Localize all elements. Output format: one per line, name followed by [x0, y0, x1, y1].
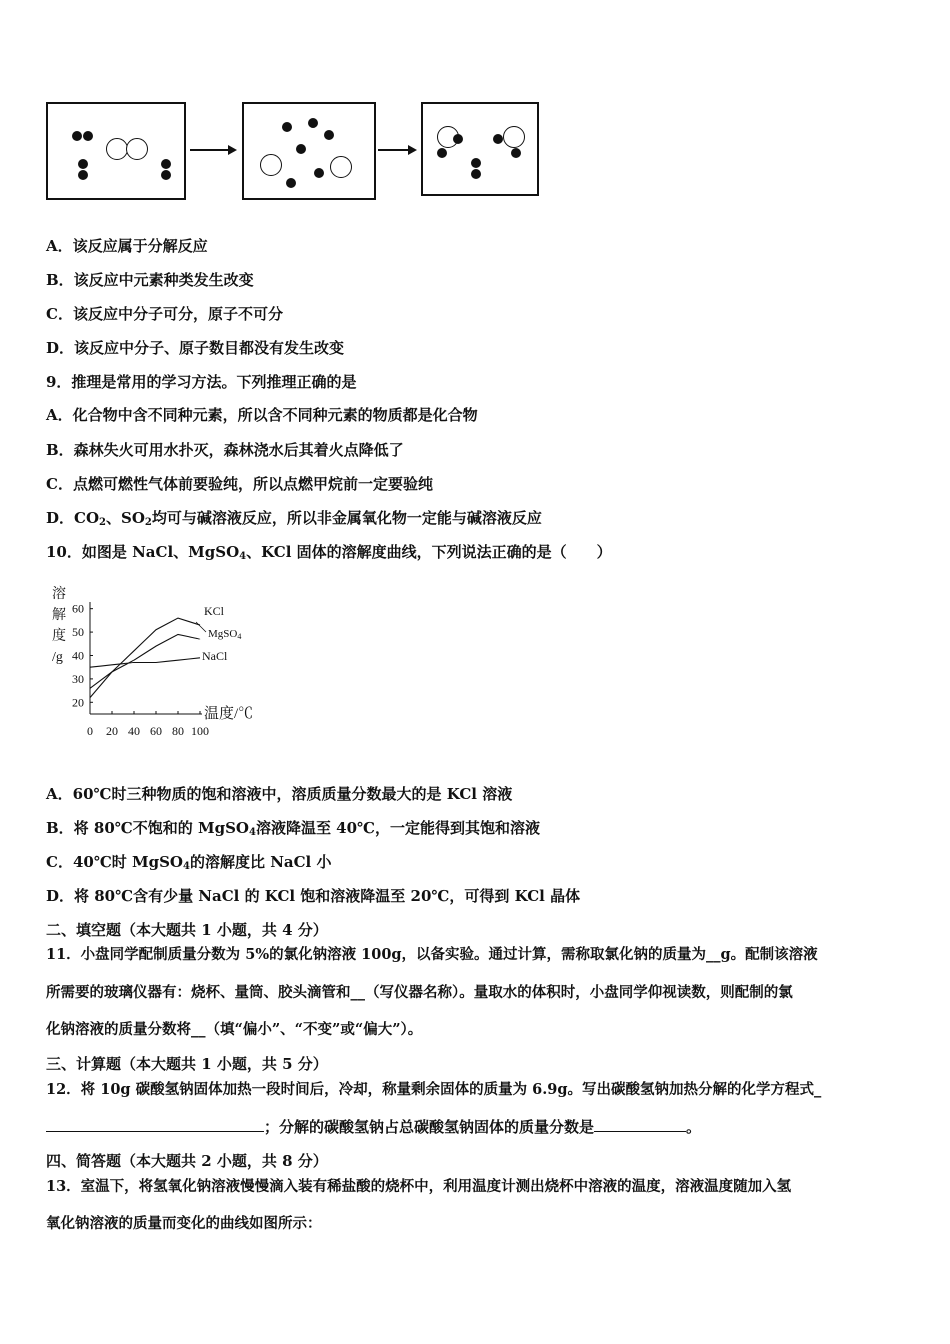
q8-option-d: D．该反应中分子、原子数目都没有发生改变 [46, 339, 345, 357]
section-4-title: 四、简答题（本大题共 2 小题，共 8 分） [46, 1152, 328, 1170]
y-tick-label: 60 [72, 601, 84, 616]
reactants-box [46, 102, 186, 200]
q13-line-1: 13．室温下，将氢氧化钠溶液慢慢滴入装有稀盐酸的烧杯中，利用温度计测出烧杯中溶液的温度，溶液温度随加入氢 [46, 1178, 792, 1195]
y-label-char: 度 [52, 629, 66, 644]
black-atom [296, 144, 306, 154]
q10-option-a: A．60℃时三种物质的饱和溶液中，溶质质量分数最大的是 KCl 溶液 [46, 785, 513, 803]
series-line-kcl [90, 618, 200, 698]
series-lines [90, 618, 200, 698]
arrow-head-icon [408, 145, 417, 155]
intermediate-box [242, 102, 376, 200]
q13-line-2: 氧化钠溶液的质量而变化的曲线如图所示： [46, 1215, 322, 1232]
white-atom [106, 138, 128, 160]
q9-option-d: D．$CO_2$、$SO_2$均可与碱溶液反应，所以非金属氧化物一定能与碱溶液反应 [46, 509, 542, 528]
reaction-arrow [190, 149, 230, 151]
q11-line-1: 11．小盘同学配制质量分数为 5%的氯化钠溶液 100g，以备实验。通过计算，需称取氯化钠的质量为__g。配制该溶液 [46, 946, 818, 963]
q8-option-c: C．该反应中分子可分，原子不可分 [46, 305, 283, 323]
black-atom [72, 131, 82, 141]
x-tick-label: 0 [87, 724, 93, 738]
x-axis-label: 温度/℃ [204, 706, 254, 722]
q8-option-b: B．该反应中元素种类发生改变 [46, 271, 254, 289]
x-tick-label: 40 [128, 724, 140, 738]
series-line-mgso4 [90, 634, 200, 688]
mgso4-label: MgSO4 [208, 628, 242, 641]
x-tick-label: 20 [106, 724, 118, 738]
x-tick-label: 60 [150, 724, 162, 738]
white-atom [260, 154, 282, 176]
y-tick-label: 20 [72, 695, 84, 710]
black-atom [308, 118, 318, 128]
q9-option-b: B．森林失火可用水扑灭，森林浇水后其着火点降低了 [46, 441, 404, 459]
black-atom [83, 131, 93, 141]
section-2-title: 二、填空题（本大题共 1 小题，共 4 分） [46, 921, 328, 939]
q9-option-a: A．化合物中含不同种元素，所以含不同种元素的物质都是化合物 [46, 406, 478, 424]
nacl-label: NaCl [202, 649, 228, 663]
q9-option-c: C．点燃可燃性气体前要验纯，所以点燃甲烷前一定要验纯 [46, 475, 433, 493]
q12-line-2: ；分解的碳酸氢钠占总碳酸氢钠固体的质量分数是 。 [46, 1117, 701, 1137]
white-atom [126, 138, 148, 160]
y-label-char: 溶 [52, 587, 66, 602]
series-line-nacl [90, 658, 200, 667]
black-atom [493, 134, 503, 144]
black-atom [161, 170, 171, 180]
y-tick-label: 40 [72, 648, 84, 663]
answer-blank[interactable] [46, 1117, 264, 1132]
x-tick-label: 80 [172, 724, 184, 738]
answer-blank[interactable] [594, 1117, 686, 1132]
black-atom [471, 169, 481, 179]
q12-line-1: 12．将 10g 碳酸氢钠固体加热一段时间后，冷却，称量剩余固体的质量为 6.9g。写出碳酸氢钠加热分解的化学方程式_ [46, 1081, 822, 1098]
arrow-head-icon [228, 145, 237, 155]
black-atom [324, 130, 334, 140]
white-atom [503, 126, 525, 148]
q10-option-c: C．40℃时 MgSO$_4$的溶解度比 NaCl 小 [46, 853, 332, 872]
white-atom [330, 156, 352, 178]
q8-option-a: A．该反应属于分解反应 [46, 237, 208, 255]
q11-line-2: 所需要的玻璃仪器有：烧杯、量筒、胶头滴管和__（写仪器名称）。量取水的体积时，小盘同学仰视读数，则配制的氯 [46, 984, 793, 1001]
black-atom [471, 158, 481, 168]
y-label-char: 解 [52, 608, 66, 623]
black-atom [437, 148, 447, 158]
kcl-label: KCl [204, 604, 225, 618]
x-ticks [87, 711, 209, 738]
q10-option-d: D．将 80℃含有少量 NaCl 的 KCl 饱和溶液降温至 20℃，可得到 KCl 晶体 [46, 887, 581, 905]
section-3-title: 三、计算题（本大题共 1 小题，共 5 分） [46, 1055, 328, 1073]
y-tick-label: 30 [72, 671, 84, 686]
y-tick-label: 50 [72, 625, 84, 640]
black-atom [78, 159, 88, 169]
reaction-arrow [378, 149, 410, 151]
mgso4-leader [196, 622, 206, 632]
black-atom [314, 168, 324, 178]
black-atom [161, 159, 171, 169]
black-atom [282, 122, 292, 132]
y-label-char: /g [52, 650, 63, 665]
black-atom [511, 148, 521, 158]
q10-option-b: B．将 80℃不饱和的 MgSO$_4$溶液降温至 40℃，一定能得到其饱和溶液 [46, 819, 541, 838]
q10-stem: 10．如图是 NaCl、MgSO$_4$、KCl 固体的溶解度曲线，下列说法正确的是（ ） [46, 543, 612, 562]
black-atom [453, 134, 463, 144]
products-box [421, 102, 539, 196]
y-axis-label [52, 585, 66, 665]
solubility-chart [46, 582, 276, 742]
x-tick-label: 100 [191, 724, 209, 738]
q9-stem: 9．推理是常用的学习方法。下列推理正确的是 [46, 373, 357, 391]
q11-line-3: 化钠溶液的质量分数将__（填“偏小”、“不变”或“偏大”）。 [46, 1021, 423, 1038]
black-atom [78, 170, 88, 180]
black-atom [286, 178, 296, 188]
